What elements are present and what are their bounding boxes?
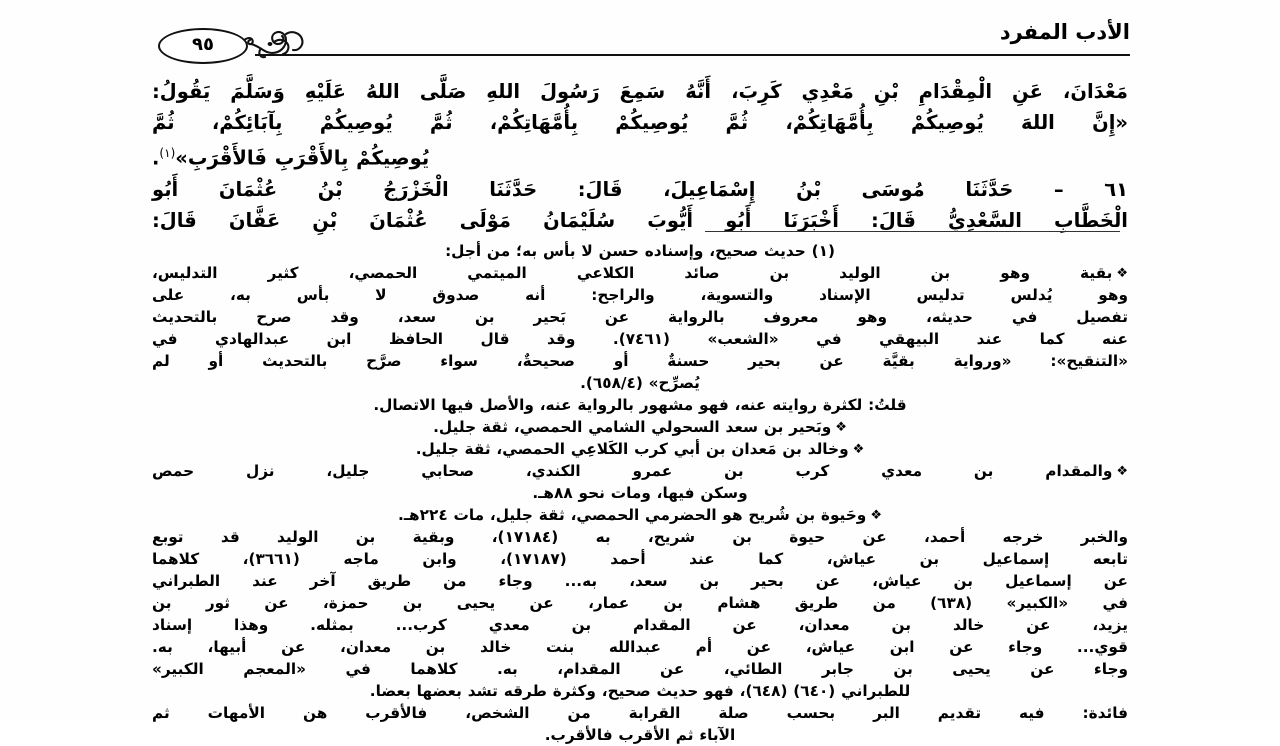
diamond-bullet-icon: ❖: [870, 508, 882, 523]
header-rule: [255, 54, 1130, 56]
matn-line: يُوصِيكُمْ بِالأَقْرَبِ فَالأَقْرَبِ»: [175, 146, 430, 170]
footnote-entry: [152, 262, 1128, 394]
footnote-line: بقية وهو بن الوليد بن صائد الكلاعي الميتمي الحمصي، كثير التدليس،: [152, 264, 1113, 282]
footnote-line: وخالد بن مَعدان بن أبي كرب الكَلاعِي الحمصي، ثقة جليل.: [415, 440, 849, 458]
footnote-line: يُصرِّح» (٦٥٨/٤).: [580, 374, 700, 392]
footnote-opening-line: (١) حديث صحيح، وإسناده حسن لا بأس به؛ من أجل:: [445, 242, 835, 260]
matn-line: ٦١ – حَدَّثَنَا مُوسَى بْنُ إِسْمَاعِيلَ، قَالَ: حَدَّثَنَا الْخَزْرَجُ بْنُ عُثْمَانَ أَبُو: [152, 177, 1128, 201]
footnote-line: وبَحير بن سعد السحولي الشامي الحمصي، ثقة جليل.: [433, 418, 832, 436]
footnote-narrator-entry: [152, 416, 1128, 438]
footnote-line: يزيد، عن خالد بن معدان، عن المقدام بن معدي كرب... بمثله. وهذا إسناد: [152, 616, 1128, 634]
diamond-bullet-icon: ❖: [835, 420, 847, 435]
footnote-benefit-line: الآباء ثم الأقرب فالأقرب.: [544, 726, 736, 744]
footnote-line: عن إسماعيل بن عياش، عن بحير بن سعد، به... وجاء من طريق آخر عند الطبراني: [152, 572, 1128, 590]
footnote-line: تفصيل في حديثه، وهو معروف بالرواية عن بَحير بن سعد، وقد صرح بالتحديث: [152, 308, 1128, 326]
footnote-entry-first-line: [152, 262, 1128, 284]
footnote-narrator-entry: [152, 504, 1128, 526]
footnote-entry-first-line: [152, 460, 1128, 482]
hadith-60-continuation: [152, 76, 1128, 174]
diamond-bullet-icon: ❖: [1116, 464, 1128, 479]
footnote-reference-marker: (١): [159, 146, 176, 160]
footnote-takhrij-paragraph: [152, 526, 1128, 702]
page-number-badge: [158, 28, 248, 64]
footnote-line: والخبر خرجه أحمد، عن حيوة بن شريح، به (١٧١٨٤)، وبقية بن الوليد قد توبع: [152, 528, 1128, 546]
page-number: ٩٥: [192, 34, 214, 55]
diamond-bullet-icon: ❖: [852, 442, 865, 457]
footnote-line: والمقدام بن معدي كرب بن عمرو الكندي، صحابي جليل، نزل حمص: [152, 462, 1113, 480]
page-header: [150, 14, 1130, 66]
footnote-benefit-note: [152, 702, 1128, 746]
matn-line-with-ref: [152, 138, 1128, 174]
footnote-line: وحَيوة بن شُريح هو الحضرمي الحمصي، ثقة جليل، مات ٢٢٤هـ.: [398, 506, 867, 524]
footnote-line: وسكن فيها، ومات نحو ٨٨هـ.: [532, 484, 748, 502]
footnote-line: عنه كما عند البيهقي في «الشعب» (٧٤٦١). وقد قال الحافظ ابن عبدالهادي في: [152, 330, 1128, 348]
footnote-line: وهو يُدلس تدليس الإسناد والتسوية، والراجح: أنه صدوق لا بأس به، على: [152, 286, 1128, 304]
footnote-narrator-entry: [152, 460, 1128, 504]
matn-terminator: .: [152, 146, 160, 170]
footnote-benefit-line: فائدة: فيه تقديم البر بحسب صلة القرابة من الشخص، فالأقرب هن الأمهات ثم: [152, 704, 1128, 722]
footnote-line: في «الكبير» (٦٣٨) من طريق هشام بن عمار، عن يحيى بن حمزة، عن ثور بن: [152, 594, 1128, 612]
matn-line: «إِنَّ اللهَ يُوصِيكُمْ بِأُمَّهَاتِكُمْ، ثُمَّ يُوصِيكُمْ بِأُمَّهَاتِكُمْ، ثُمَّ يُوصِيكُمْ بِآبَائِكُمْ، ثُمَّ: [152, 111, 1128, 134]
footnote-narrator-entry: [152, 438, 1128, 460]
matn-line: مَعْدَانَ، عَنِ الْمِقْدَامِ بْنِ مَعْدِي كَرِبَ، أَنَّهُ سَمِعَ رَسُولَ اللهِ صَلَّى اللهُ عَلَيْهِ وَسَلَّمَ يَقُولُ:: [152, 80, 1128, 103]
footnote-qultu-line: قلتُ: لكثرة روايته عنه، فهو مشهور بالرواية عنه، والأصل فيها الاتصال.: [373, 396, 907, 414]
footnote-separator-rule: [705, 231, 1120, 232]
footnote-line: تابعه إسماعيل بن عياش، كما عند أحمد (١٧١٨٧)، وابن ماجه (٣٦٦١)، كلاهما: [152, 550, 1128, 568]
diamond-bullet-icon: ❖: [1116, 266, 1128, 281]
footnote-line: وجاء عن يحيى بن جابر الطائي، عن المقدام، به. كلاهما في «المعجم الكبير»: [152, 660, 1128, 678]
footnote-line: للطبراني (٦٤٠) (٦٤٨)، فهو حديث صحيح، وكثرة طرقه تشد بعضها بعضا.: [369, 682, 911, 700]
hadith-61: [152, 174, 1128, 236]
book-title: الأدب المفرد: [999, 20, 1130, 44]
main-text-block: [152, 76, 1128, 236]
footnote-line: قوي... وجاء عن ابن عياش، عن أم عبدالله بنت خالد بن معدان، عن أبيها، به.: [152, 638, 1128, 656]
footnote-block: [152, 240, 1128, 746]
matn-line: الْخَطَّابِ السَّعْدِيُّ قَالَ: أَخْبَرَنَا أَبُو أَيُّوبَ سُلَيْمَانُ مَوْلَى عُثْمَانَ بْنِ عَفَّانَ قَالَ:: [152, 208, 1128, 232]
footnote-line: «التنقيح»: «ورواية بقيَّة عن بحير حسنةٌ أو صحيحةٌ، سواء صرَّح بالتحديث أو لم: [152, 352, 1128, 370]
